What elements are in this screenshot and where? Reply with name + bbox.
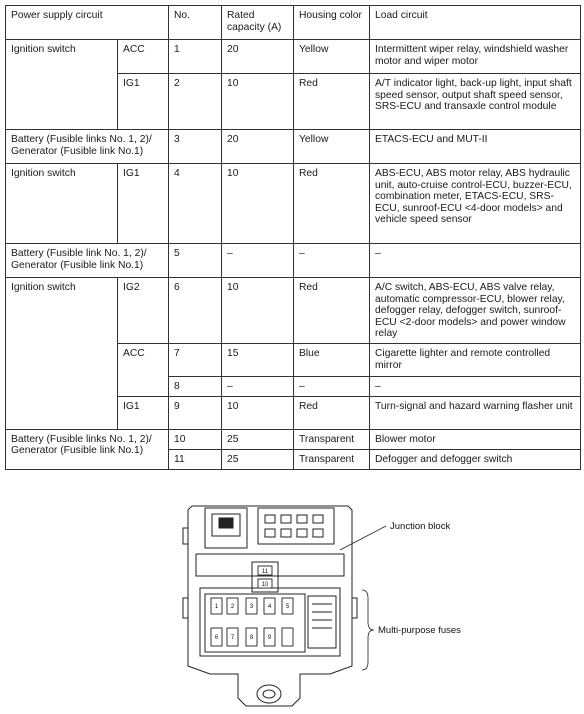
fuse-label: 10	[261, 582, 269, 588]
load-circuit-cell: Turn-signal and hazard warning flasher unit	[370, 396, 581, 429]
table-row	[6, 278, 581, 344]
load-circuit-cell: –	[370, 244, 581, 278]
capacity-cell: 15	[222, 344, 294, 377]
power-source-cell: Ignition switch	[6, 278, 118, 430]
fuse-label: 6	[214, 635, 219, 641]
capacity-cell: 25	[222, 449, 294, 469]
fuse-number-cell: 3	[169, 130, 222, 164]
load-circuit-cell: Defogger and defogger switch	[370, 449, 581, 469]
fuse-label: 7	[230, 635, 235, 641]
housing-color-cell: Transparent	[294, 449, 370, 469]
housing-color-cell: Yellow	[294, 130, 370, 164]
junction-block-leader	[340, 526, 386, 550]
switch-position-cell: IG1	[118, 74, 169, 130]
header-load-circuit: Load circuit	[370, 6, 581, 40]
fuse-number-cell: 9	[169, 396, 222, 429]
header-power-supply: Power supply circuit	[6, 6, 169, 40]
load-circuit-cell: ETACS-ECU and MUT-II	[370, 130, 581, 164]
load-circuit-cell: Blower motor	[370, 429, 581, 449]
fuse-number-cell: 7	[169, 344, 222, 377]
load-circuit-cell: Intermittent wiper relay, windshield washer motor and wiper motor	[370, 40, 581, 74]
switch-position-cell: ACC	[118, 344, 169, 397]
housing-color-cell: –	[294, 377, 370, 397]
mounting-hole	[257, 685, 281, 703]
capacity-cell: 10	[222, 164, 294, 244]
housing-color-cell: Transparent	[294, 429, 370, 449]
fuse-table	[5, 5, 581, 470]
housing-color-cell: Red	[294, 74, 370, 130]
capacity-cell: 20	[222, 130, 294, 164]
capacity-cell: 10	[222, 396, 294, 429]
fuse-number-cell: 10	[169, 429, 222, 449]
fuse-label: 9	[267, 635, 272, 641]
power-source-cell: Battery (Fusible links No. 1, 2)/ Generator (Fusible link No.1)	[6, 429, 169, 469]
fuse-number-cell: 2	[169, 74, 222, 130]
connector-right	[258, 508, 334, 544]
header-rated-capacity: Rated capacity (A)	[222, 6, 294, 40]
header-housing-color: Housing color	[294, 6, 370, 40]
fuse-label: 8	[249, 635, 254, 641]
table-row	[6, 429, 581, 449]
fuse-label: 3	[249, 604, 254, 610]
load-circuit-cell: ABS-ECU, ABS motor relay, ABS hydraulic unit, auto-cruise control-ECU, buzzer-ECU, combination meter, ETACS-ECU, SRS-ECU, sunroof-ECU <4-door models> and vehicle speed sensor	[370, 164, 581, 244]
housing-color-cell: Red	[294, 396, 370, 429]
capacity-cell: 10	[222, 74, 294, 130]
fuse-number-cell: 11	[169, 449, 222, 469]
capacity-cell: 10	[222, 278, 294, 344]
capacity-cell: –	[222, 377, 294, 397]
capacity-cell: 20	[222, 40, 294, 74]
fuse-number-cell: 6	[169, 278, 222, 344]
table-row	[6, 130, 581, 164]
fuse-label: 5	[285, 604, 290, 610]
load-circuit-cell: A/T indicator light, back-up light, input shaft speed sensor, output shaft speed sensor, SRS-ECU and transaxle control module	[370, 74, 581, 130]
junction-block-label: Junction block	[390, 521, 451, 532]
fuse-label: 1	[214, 604, 219, 610]
table-row	[6, 40, 581, 74]
table-row	[6, 244, 581, 278]
load-circuit-cell: –	[370, 377, 581, 397]
housing-color-cell: –	[294, 244, 370, 278]
switch-position-cell: IG1	[118, 396, 169, 429]
header-no: No.	[169, 6, 222, 40]
multi-purpose-fuses-bracket	[362, 590, 374, 670]
fuse-number-cell: 4	[169, 164, 222, 244]
power-source-cell: Ignition switch	[6, 40, 118, 130]
fuse-label: 2	[230, 604, 235, 610]
junction-block-diagram	[0, 488, 584, 714]
switch-position-cell: IG1	[118, 164, 169, 244]
multi-purpose-fuses-label: Multi-purpose fuses	[378, 625, 461, 636]
fuse-number-cell: 5	[169, 244, 222, 278]
fuse-number-cell: 8	[169, 377, 222, 397]
housing-color-cell: Yellow	[294, 40, 370, 74]
housing-color-cell: Red	[294, 164, 370, 244]
power-source-cell: Ignition switch	[6, 164, 118, 244]
power-source-cell: Battery (Fusible link No. 1, 2)/ Generator (Fusible link No.1)	[6, 244, 169, 278]
housing-color-cell: Red	[294, 278, 370, 344]
fuse-number-cell: 1	[169, 40, 222, 74]
capacity-cell: –	[222, 244, 294, 278]
switch-position-cell: ACC	[118, 40, 169, 74]
power-source-cell: Battery (Fusible links No. 1, 2)/ Generator (Fusible link No.1)	[6, 130, 169, 164]
housing-color-cell: Blue	[294, 344, 370, 377]
fuse-label: 11	[261, 569, 269, 575]
fuse-label: 4	[267, 604, 272, 610]
load-circuit-cell: Cigarette lighter and remote controlled mirror	[370, 344, 581, 377]
table-row	[6, 164, 581, 244]
header-row	[6, 6, 581, 40]
capacity-cell: 25	[222, 429, 294, 449]
load-circuit-cell: A/C switch, ABS-ECU, ABS valve relay, automatic compressor-ECU, blower relay, defogger relay, defogger switch, sunroof-ECU <2-door models> and power window relay	[370, 278, 581, 344]
switch-position-cell: IG2	[118, 278, 169, 344]
